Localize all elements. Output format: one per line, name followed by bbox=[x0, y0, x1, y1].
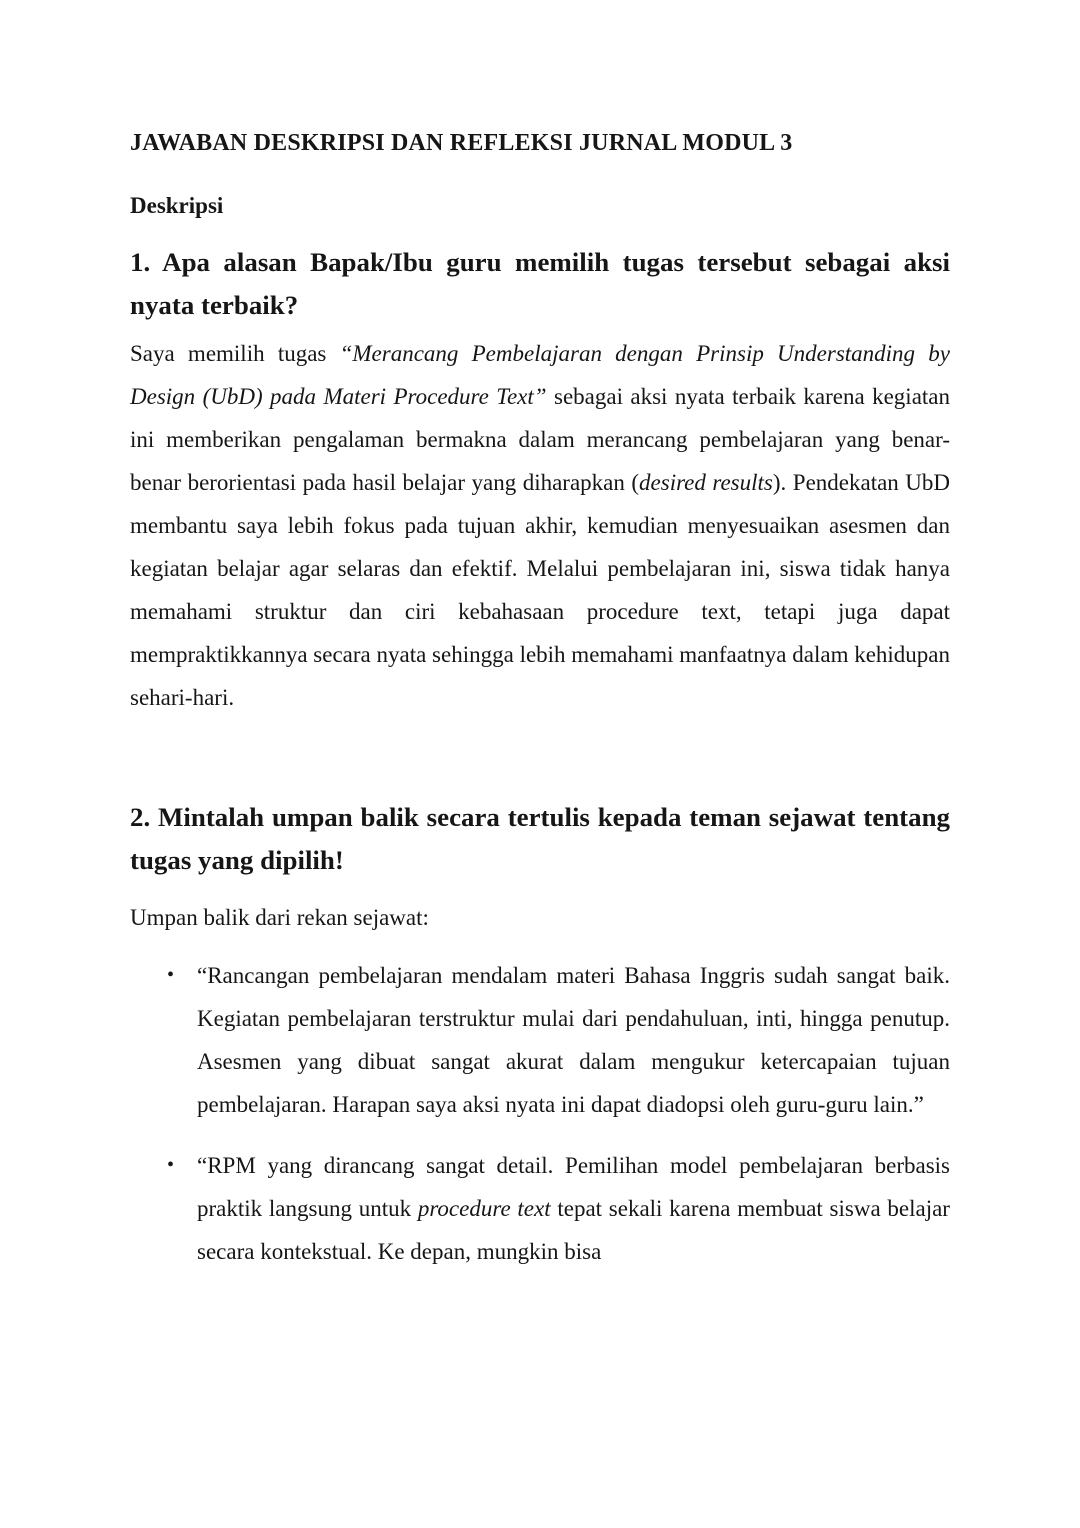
answer-paragraph-1: Saya memilih tugas “Merancang Pembelajaran dengan Prinsip Understanding by Design (UbD) pada Materi Procedure Text” sebagai aksi nyata terbaik karena kegiatan ini memberikan pengalaman bermakna dalam merancang pembelajaran yang benar-benar berorientasi pada hasil belajar yang diharapkan (desired results). Pendekatan UbD membantu saya lebih fokus pada tujuan akhir, kemudian menyesuaikan asesmen dan kegiatan belajar agar selaras dan efektif. Melalui pembelajaran ini, siswa tidak hanya memahami struktur dan ciri kebahasaan procedure text, tetapi juga dapat mempraktikkannya secara nyata sehingga lebih memahami manfaatnya dalam kehidupan sehari-hari. bbox=[130, 341, 951, 710]
question-2: 2. Mintalah umpan balik secara tertulis kepada teman sejawat tentang tugas yang dipilih! bbox=[130, 802, 950, 875]
question-1: 1. Apa alasan Bapak/Ibu guru memilih tugas tersebut sebagai aksi nyata terbaik? bbox=[130, 247, 950, 320]
feedback-intro: Umpan balik dari rekan sejawat: bbox=[130, 905, 429, 930]
feedback-item-2: • “RPM yang dirancang sangat detail. Pemilihan model pembelajaran berbasis praktik langsung untuk procedure text tepat sekali karena membuat siswa belajar secara kontekstual. Ke depan, mungkin bisa bbox=[130, 1144, 950, 1273]
feedback-item-1: • “Rancangan pembelajaran mendalam materi Bahasa Inggris sudah sangat baik. Kegiatan pembelajaran terstruktur mulai dari pendahuluan, inti, hingga penutup. Asesmen yang dibuat sangat akurat dalam mengukur ketercapaian tujuan pembelajaran. Harapan saya aksi nyata ini dapat diadopsi oleh guru-guru lain.” bbox=[130, 954, 950, 1126]
feedback-list bbox=[130, 954, 950, 1273]
document-title: JAWABAN DESKRIPSI DAN REFLEKSI JURNAL MODUL 3 bbox=[130, 130, 793, 156]
section-heading-deskripsi: Deskripsi bbox=[130, 193, 224, 218]
